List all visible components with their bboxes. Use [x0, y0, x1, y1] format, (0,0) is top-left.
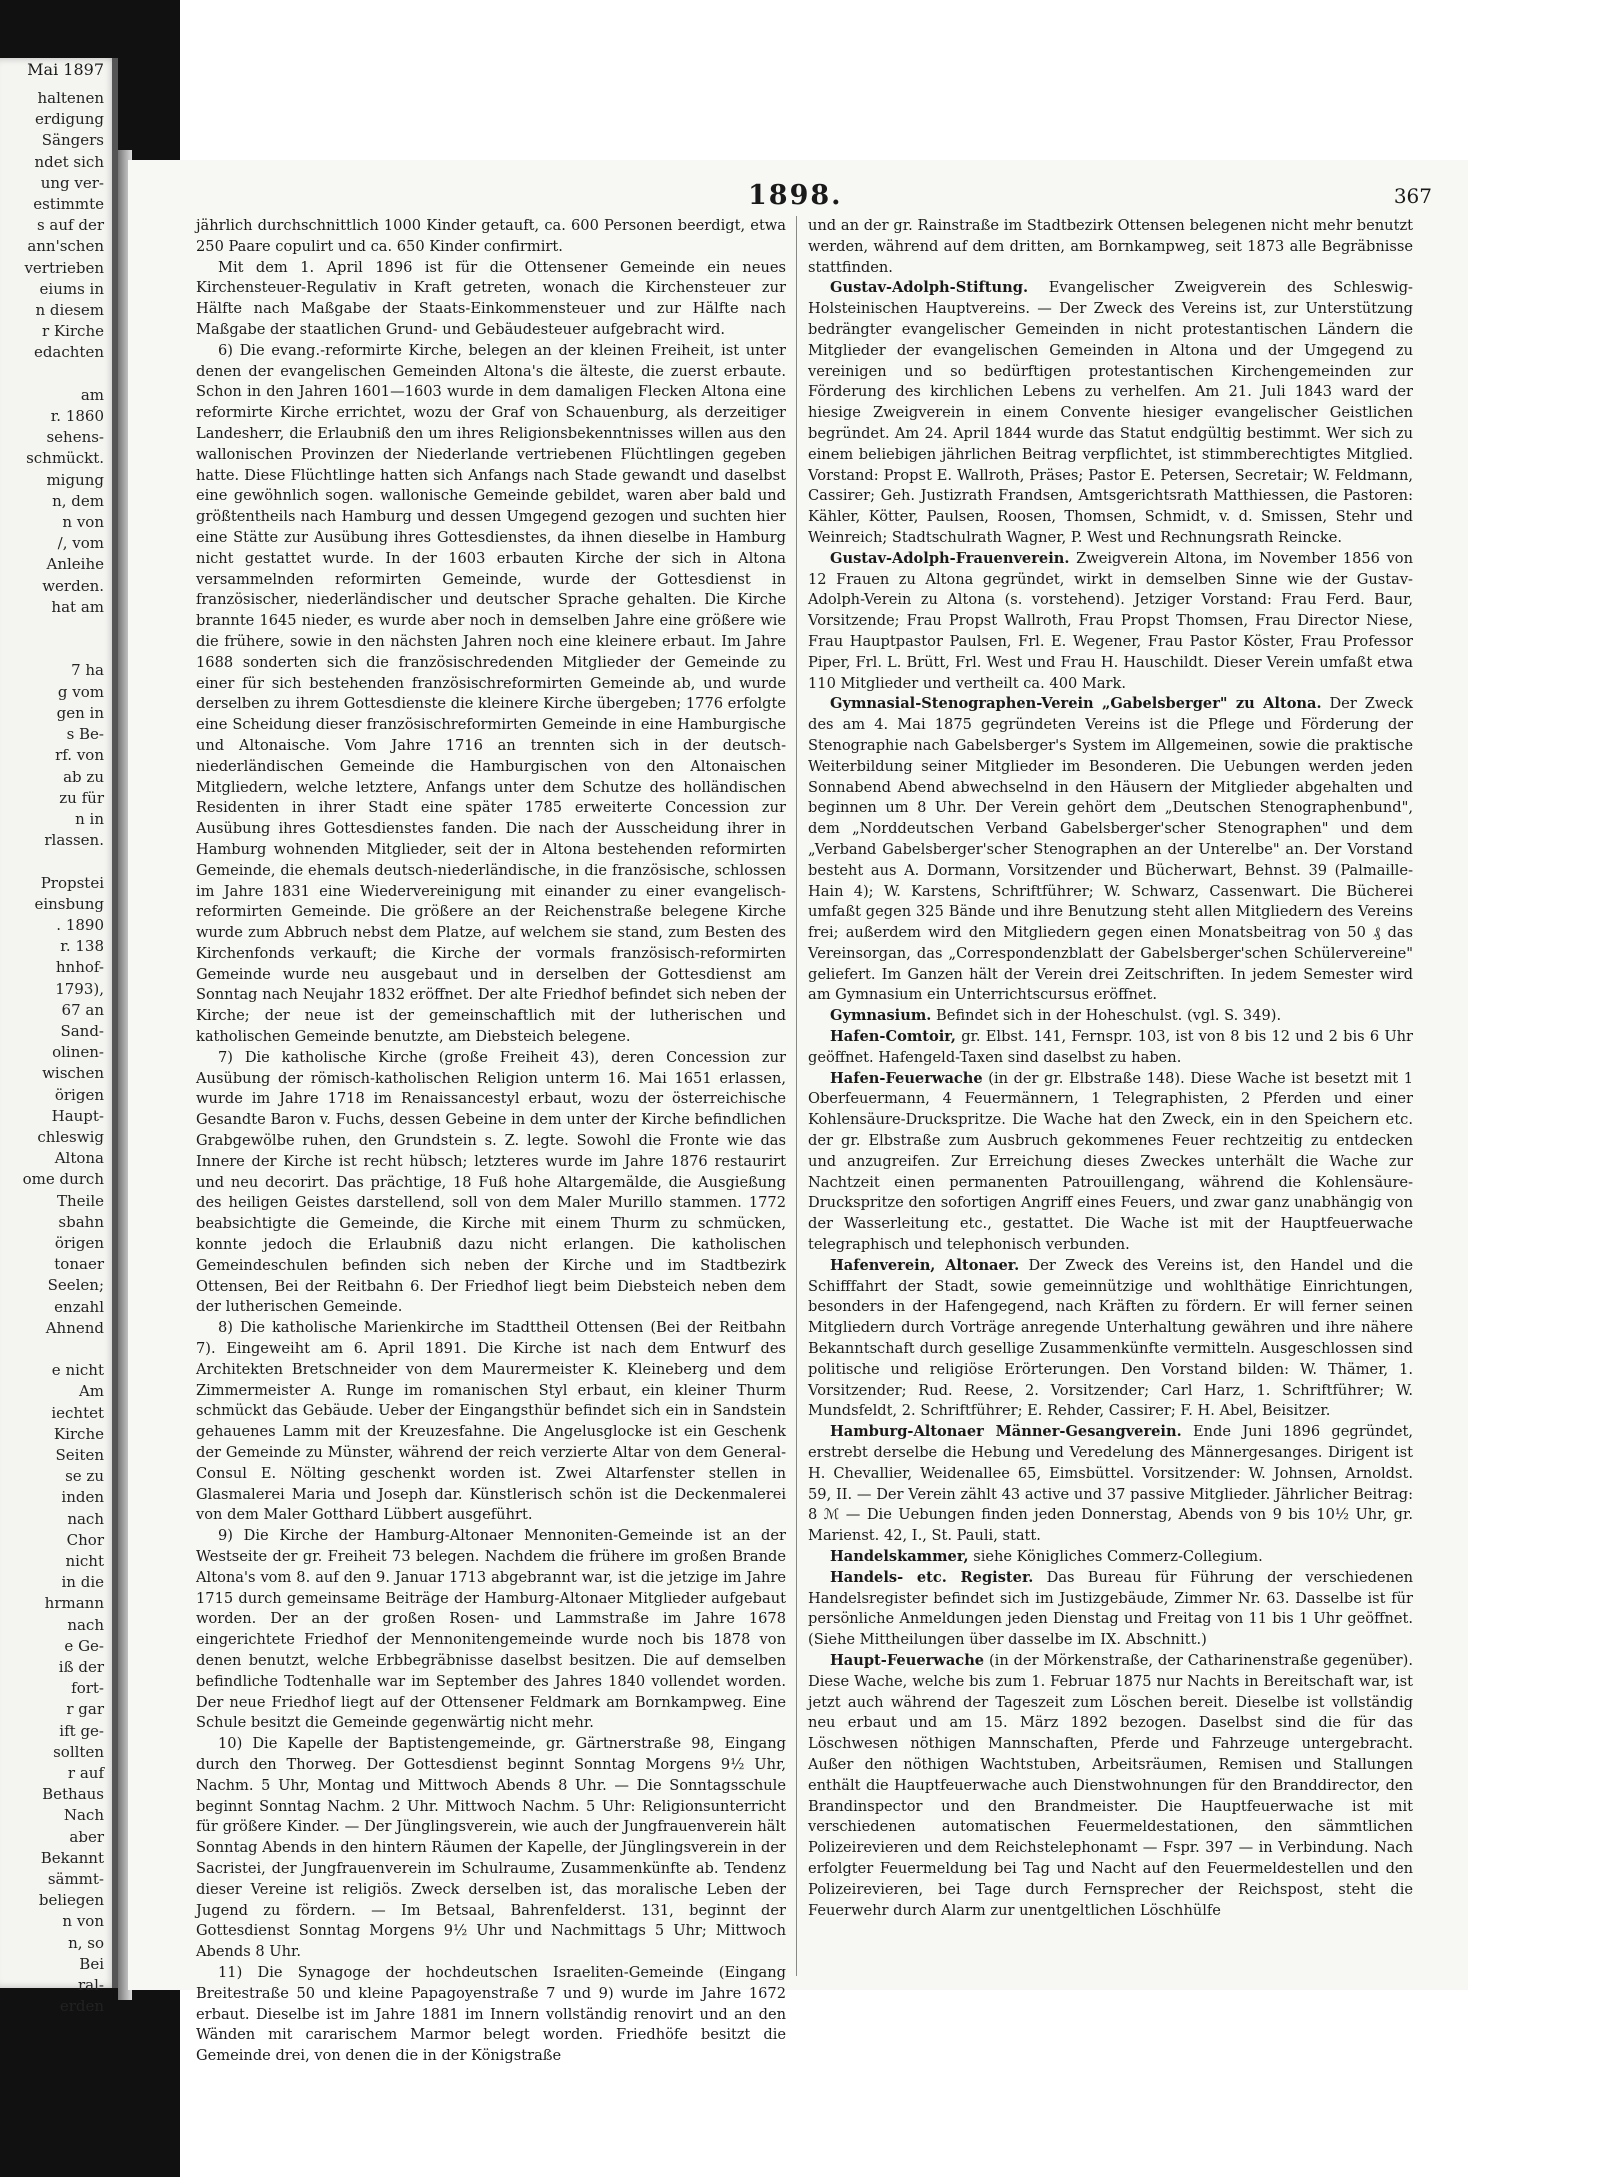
paragraph-text: 6) Die evang.-reformirte Kirche, belegen an der kleinen Freiheit, ist unter denen der evangelischen Gemeinden Altona's die älteste, die zuerst erbaute. Schon in den Jahren 1601—1603 wurde in dem damaligen Flecken Altona eine reformirte Kirche errichtet, wozu der Graf von Schauenburg, als derzeitiger Landesherr, die Erlaubniß den um ihres Religionsbekenntnisses willen aus den wallonischen Provinzen der Niederlande vertriebenen Flüchtlingen gegeben hatte. Diese Flüchtlinge hatten sich Anfangs nach Stade gewandt und daselbst eine gewöhnlich sogen. wallonische Gemeinde gebildet, waren aber bald und größtentheils nach Hamburg und dessen Umgegend gezogen und suchten hier eine Stätte zur Ausübung ihres Gottesdienstes, da ihnen dieselbe in Hamburg nicht gestattet wurde. In der 1603 erbauten Kirche der sich in Altona versammelnden reformirten Gemeinde, wurde der Gottesdienst in französischer, niederländischer und deutscher Sprache gehalten. Die Kirche brannte 1645 nieder, es wurde aber noch in demselben Jahre eine größere wie die frühere, sowie in den nächsten Jahren noch eine kleinere erbaut. Im Jahre 1688 sonderten sich die französischredenden Mitglieder der Gemeinde zu einer für sich bestehenden französischreformirten Gemeinde ab, und wurde derselben zu ihrem Gottesdienste die kleinere Kirche übergeben; 1776 erfolgte eine Scheidung dieser französischreformirten Gemeinde in eine Hamburgische und Altonaische. Vom Jahre 1716 an trennten sich in der deutsch-niederländischen Gemeinde die Hamburgischen von den Altonaischen Mitgliedern, welche letztere, Anfangs unter dem Schutze des holländischen Residenten in ihrer Stadt eine später 1785 erweiterte Concession zur Ausübung ihres Gottesdienstes fanden. Die nach der Ausscheidung ihrer in Hamburg wohnenden Mitglieder, seit der in Altona bestehenden reformirten Gemeinde, die ehemals deutsch-niederländische, in die französische, schlossen im Jahre 1831 eine Wiedervereinigung mit einander zu einer evangelisch-reformirten Gemeinde. Die größere an der Reichenstraße belegene Kirche wurde zum Abbruch nebst dem Platze, auf welchem sie stand, zum Besten des Kirchenfonds verkauft; die Kirche der vormals französisch-reformirten Gemeinde wurde neu ausgebaut und in derselben der Gottesdienst am Sonntag nach Neujahr 1832 eröffnet. Der alte Friedhof befindet sich neben der Kirche; der neue ist der gemeinschaftlich mit der lutherischen und katholischen Gemeinde benutzte, am Diebsteich belegene. [196, 341, 786, 1046]
paragraph-text: gr. Elbst. 141, Fernspr. 103, ist von 8 bis 12 und 2 bis 6 Uhr geöffnet. Hafengeld-Taxen sind daselbst zu haben. [808, 1028, 1413, 1066]
previous-page-line: . 1890 [56, 915, 104, 934]
previous-page-line: rlassen. [44, 831, 104, 850]
previous-page-line: r. 1860 [50, 407, 104, 426]
entry-heading: Hamburg-Altonaer Männer-Gesangverein. [830, 1423, 1182, 1441]
entry-heading: Gustav-Adolph-Stiftung. [830, 279, 1029, 297]
page-header [128, 180, 1468, 214]
previous-page-line: werden. [42, 576, 104, 595]
previous-page-line: chleswig [37, 1127, 104, 1146]
previous-page-line: n, dem [52, 491, 104, 510]
previous-page-line: r Kirche [41, 322, 104, 341]
previous-page-line [0, 851, 118, 872]
paragraph-text: 11) Die Synagoge der hochdeutschen Israeliten-Gemeinde (Eingang Breitestraße 50 und kleine Papagoyenstraße 7 und 9) wurde im Jahre 1672 erbaut. Dieselbe ist im Jahre 1881 im Innern vollständig renovirt und an den Wänden mit cararischem Marmor belegt worden. Friedhöfe besitzt die Gemeinde drei, von denen die in der Königstraße [196, 1963, 786, 2065]
paragraph [808, 1027, 1413, 1069]
previous-page-line: tonaer [54, 1255, 104, 1274]
paragraph-text: Zweigverein Altona, im November 1856 von 12 Frauen zu Altona gegründet, wirkt in demselben Sinne wie der Gustav-Adolph-Verein zu Altona (s. vorstehend). Jetziger Vorstand: Frau Ferd. Baur, Vorsitzende; Frau Propst Wallroth, Frau Propst Thomsen, Frau Director Niese, Frau Hauptpastor Paulsen, Frl. E. Wegener, Frau Pastor Köster, Frau Professor Piper, Frl. L. Brütt, Frl. West und Frau H. Hauschildt. Dieser Verein umfaßt etwa 110 Mitglieder und vertheilt ca. 400 Mark. [808, 549, 1413, 692]
entry-heading: Gustav-Adolph-Frauenverein. [830, 549, 1070, 567]
previous-page-line: aber [69, 1827, 104, 1846]
paragraph-text: jährlich durchschnittlich 1000 Kinder getauft, ca. 600 Personen beerdigt, etwa 250 Paare copulirt und ca. 650 Kinder confirmirt. [196, 217, 786, 255]
previous-page-line [0, 1339, 118, 1360]
paragraph [808, 216, 1413, 278]
paragraph [196, 1048, 786, 1318]
previous-page-line: fort- [71, 1679, 104, 1698]
previous-page-line: sollten [53, 1742, 104, 1761]
previous-page-line: örigen [54, 1085, 104, 1104]
previous-page-line: zu für [59, 788, 104, 807]
previous-page-line: Haupt- [51, 1106, 104, 1125]
right-column [808, 216, 1413, 1921]
previous-page-line: iß der [58, 1658, 104, 1677]
previous-page-line: Bei [79, 1954, 104, 1973]
previous-page-line: ung ver- [40, 173, 104, 192]
previous-page-line: s auf der [36, 216, 104, 235]
paragraph [196, 1734, 786, 1963]
previous-page-line: gen in [56, 703, 104, 722]
previous-page-line: migung [46, 470, 104, 489]
previous-page-line [0, 364, 118, 385]
previous-page-line: ome durch [22, 1170, 104, 1189]
entry-heading: Handelskammer, [830, 1548, 969, 1565]
previous-page-line: Altona [54, 1149, 104, 1168]
previous-page-line: se zu [65, 1467, 104, 1486]
previous-page-line: Sand- [60, 1021, 104, 1040]
paragraph-text: Ende Juni 1896 gegründet, erstrebt derselbe die Hebung und Veredelung des Männergesanges. Dirigent ist H. Chevallier, Weidenallee 65, Eimsbüttel. Vorsitzender: W. Johnsen, Arnoldst. 59, II. — Der Verein zählt 43 active und 37 passive Mitglieder. Jährlicher Beitrag: 8 ℳ — Die Uebungen finden jeden Donnerstag, Abends von 9 bis 10½ Uhr, gr. Marienst. 42, I., St. Pauli, statt. [808, 1423, 1414, 1545]
previous-page-line: Am [78, 1382, 104, 1401]
paragraph-text: (in der gr. Elbstraße 148). Diese Wache ist besetzt mit 1 Oberfeuermann, 4 Feuermännern, 1 Telegraphisten, 2 Pferden und einer Kohlensäure-Druckspritze. Die Wache hat den Zweck, ein in den Speichern etc. der gr. Elbstraße zum Ausbruch gekommenes Feuer rechtzeitig zu entdecken und anzugreifen. Zur Erreichung dieses Zweckes unterhält die Wache zur Nachtzeit einen permanenten Patrouillengang, während die Kohlensäure-Druckspritze den sofortigen Angriff eines Feuers, und zwar ganz unabhängig von der Wasserleitung etc., gestattet. Die Wache ist mit der Hauptfeuerwache telegraphisch und telephonisch verbunden. [808, 1069, 1413, 1254]
paragraph-text: 7) Die katholische Kirche (große Freiheit 43), deren Concession zur Ausübung der römisch-katholischen Religion unterm 16. Mai 1651 erlassen, wurde im Jahre 1718 im Renaissancestyl erbaut, wozu der österreichische Gesandte Baron v. Fuchs, dessen Gebeine in dem unter der Kirche befindlichen Grabgewölbe ruhen, den Grundstein s. Z. legte. Sowohl die Fronte wie das Innere der Kirche ist recht hübsch; letzteres wurde im Jahre 1876 restaurirt und neu decorirt. Das prächtige, 18 Fuß hohe Altargemälde, die Ausgießung des heiligen Geistes darstellend, soll von dem Maler Murillo stammen. 1772 beabsichtigte die Gemeinde, die Kirche mit einem Thurm zu schmücken, konnte jedoch die Erlaubniß dazu nicht erlangen. Die katholischen Gemeindeschulen befinden sich neben der Kirche und im Stadtbezirk Ottensen, Bei der Reitbahn 6. Der Friedhof liegt beim Diebsteich neben dem der lutherischen Gemeinde. [196, 1048, 786, 1316]
page-number: 367 [1393, 184, 1432, 208]
previous-page-line: Theile [56, 1191, 104, 1210]
previous-page-line: olinen- [52, 1043, 104, 1062]
previous-page-line: e nicht [51, 1361, 104, 1380]
entry-heading: Haupt-Feuerwache [830, 1651, 985, 1669]
paragraph [808, 1006, 1413, 1027]
left-column [196, 216, 786, 2067]
previous-page-line: Seiten [55, 1446, 104, 1464]
previous-page-line: Bekannt [40, 1848, 104, 1867]
previous-page-line: ral- [78, 1976, 104, 1995]
paragraph [808, 1069, 1413, 1256]
previous-page-line: estimmte [33, 195, 104, 214]
previous-page-line: r. 138 [60, 937, 104, 956]
previous-page-line: hat am [51, 597, 104, 616]
paragraph-text: siehe Königliches Commerz-Collegium. [968, 1548, 1263, 1565]
previous-page-line: r gar [66, 1700, 104, 1719]
previous-page-line: 7 ha [71, 661, 104, 680]
entry-heading: Gymnasium. [830, 1007, 932, 1025]
paragraph [196, 1963, 786, 2067]
paragraph-text: und an der gr. Rainstraße im Stadtbezirk Ottensen belegenen nicht mehr benutzt werden, während auf dem dritten, am Bornkampweg, seit 1873 alle Begräbnisse stattfinden. [808, 217, 1413, 276]
paragraph [196, 1526, 786, 1734]
previous-page-line: eiums in [39, 279, 104, 298]
previous-page-line: 1793), [55, 979, 104, 998]
previous-page-line: einsbung [34, 894, 104, 913]
previous-page-lines [0, 88, 118, 2017]
previous-page-line: wischen [42, 1064, 104, 1083]
previous-page-line: haltenen [37, 89, 104, 107]
paragraph [808, 549, 1413, 695]
paragraph-text: Evangelischer Zweigverein des Schleswig-Holsteinischen Hauptvereins. — Der Zweck des Vereins ist, zur Unterstützung bedrängter evangelischer Gemeinden in nicht protestantischen Ländern die Mitglieder der evangelischen Gemeinden in Altona und der Umgegend zu vereinigen und so bedürftigen protestantischen Kirchengemeinden zur Förderung des kirchlichen Lebens zu verhelfen. Am 21. Juli 1843 ward der hiesige Zweigverein in einem Convente hiesiger evangelischer Geistlichen begründet. Am 24. April 1844 wurde das Statut endgültig bestimmt. Wer sich zu einem beliebigen jährlichen Beitrag verpflichtet, ist stimmberechtigtes Mitglied. Vorstand: Propst E. Wallroth, Präses; Pastor E. Petersen, Secretair; W. Feldmann, Cassirer; Geh. Justizrath Frandsen, Amtsgerichtsrath Matthiessen, die Pastoren: Kähler, Kötter, Paulsen, Roosen, Thomsen, Schmidt, v. d. Smissen, Stehr und Weinreich; Stadtschulrath Wagner, P. West und Rechnungsrath Reincke. [808, 279, 1413, 546]
previous-page-line: Chor [66, 1530, 104, 1549]
previous-page-line: vertrieben [24, 258, 104, 277]
previous-page-line: Seelen; [47, 1276, 104, 1295]
previous-page-line: nach [67, 1509, 104, 1528]
previous-page-line: enzahl [54, 1297, 104, 1316]
previous-page-line: inden [61, 1488, 104, 1507]
previous-page-line: s Be- [66, 725, 104, 744]
previous-page-line: /, vom [57, 534, 104, 553]
entry-heading: Hafenverein, Altonaer. [830, 1256, 1020, 1274]
previous-page-line: e Ge- [64, 1636, 104, 1655]
paragraph [196, 1318, 786, 1526]
previous-page-line: g vom [57, 682, 104, 701]
paragraph [808, 1568, 1413, 1651]
paragraph-text: 9) Die Kirche der Hamburg-Altonaer Mennoniten-Gemeinde ist an der Westseite der gr. Freiheit 73 belegen. Nachdem die frühere im großen Brande Altona's vom 8. auf den 9. Januar 1713 abgebrannt war, ist die jetzige im Jahre 1715 durch gemeinsame Beiträge der Hamburg-Altonaer Mitglieder aufgebaut worden. Der an der großen Rosen- und Lammstraße im Jahre 1678 eingerichtete Friedhof der Mennonitengemeinde wurde noch bis 1878 von denen benutzt, welche Erbbegräbnisse daselbst besitzen. Die auf demselben befindliche Todtenhalle war im September des Jahres 1840 vollendet worden. Der neue Friedhof liegt auf der Ottensener Feldmark am Bornkampweg. Eine Schule besitzt die Gemeinde gegenwärtig nicht mehr. [196, 1527, 786, 1732]
paragraph-text: Das Bureau für Führung der verschiedenen Handelsregister befindet sich im Justizgebäude, Zimmer Nr. 63. Dasselbe ist für persönliche Anmeldungen jeden Dienstag und Freitag von 11 bis 1 Uhr geöffnet. (Siehe Mittheilungen über dasselbe im IX. Abschnitt.) [808, 1568, 1413, 1649]
previous-page-line [0, 618, 118, 639]
previous-page-line: hrmann [44, 1594, 104, 1613]
entry-heading: Hafen-Comtoir, [830, 1028, 956, 1046]
paragraph [808, 278, 1413, 548]
entry-heading: Gymnasial-Stenographen-Verein „Gabelsberger" zu Altona. [830, 695, 1322, 713]
previous-page-line: sämmt- [47, 1870, 104, 1889]
previous-page-line: hnhof- [55, 958, 104, 977]
previous-page-line: nicht [65, 1552, 104, 1571]
previous-page-line: erden [59, 1997, 104, 2016]
previous-page-line: r auf [67, 1764, 104, 1783]
paragraph-text: Mit dem 1. April 1896 ist für die Ottensener Gemeinde ein neues Kirchensteuer-Regulativ in Kraft getreten, wonach die Kirchensteuer zur Hälfte nach Maßgabe der Staats-Einkommensteuer und zur Hälfte nach Maßgabe der staatlichen Grund- und Gebäudesteuer aufgebracht wird. [196, 258, 786, 338]
column-divider [796, 216, 797, 1976]
previous-page-line: ndet sich [34, 152, 104, 171]
previous-page-line: ann'schen [27, 237, 104, 256]
previous-page-line: erdigung [35, 110, 104, 129]
previous-page-line: ab zu [63, 767, 104, 786]
paragraph-text: 8) Die katholische Marienkirche im Stadttheil Ottensen (Bei der Reitbahn 7). Eingeweiht am 6. April 1891. Die Kirche ist nach dem Entwurf des Architekten Bretschneider von dem Maurermeister K. Kleineberg und dem Zimmermeister A. Runge im romanischen Styl erbaut, ein kleiner Thurm schmückt das Gebäude. Ueber der Eingangsthür befindet sich ein in Sandstein gehauenes Lamm mit der Kreuzesfahne. Die Angelusglocke ist ein Geschenk der Gemeinde zu Münster, während der reich verzierte Altar von dem General-Consul E. Nölting geschenkt worden ist. Zwei Altarfenster stellen in Glasmalerei Maria und Joseph dar. Künstlerisch schön ist die Deckenmalerei von dem Maler Gotthard Lübbert ausgeführt. [196, 1319, 786, 1524]
paragraph-text: (in der Mörkenstraße, der Catharinenstraße gegenüber). Diese Wache, welche bis zum 1. Februar 1875 nur Nachts in Bereitschaft war, ist jetzt auch während der Tageszeit zum Löschen bereit. Dieselbe ist vollständig neu erbaut und am 15. März 1892 bezogen. Daselbst sind die für das Löschwesen nöthigen Mannschaften, Pferde und Fahrzeuge untergebracht. Außer den nöthigen Wachtstuben, Arbeitsräumen, Remisen und Stallungen enthält die Hauptfeuerwache auch Dienstwohnungen für den Branddirector, den Brandinspector und den Brandmeister. Die Hauptfeuerwache ist mit verschiedenen automatischen Feuermeldestationen, den sämmtlichen Polizeirevieren und dem Reichstelephonamt — Fspr. 397 — in Verbindung. Nach erfolgter Feuermeldung bei Tag und Nacht auf den Feuermeldestellen und den Polizeirevieren, bei Tage durch Fernsprecher der Reichspost, steht die Feuerwehr durch Alarm zur unentgeltlichen Löschhülfe [808, 1651, 1413, 1919]
previous-page-line: n diesem [35, 301, 104, 320]
entry-heading: Hafen-Feuerwache [830, 1069, 983, 1087]
previous-page-line: am [80, 385, 104, 404]
paragraph-text: Befindet sich in der Hoheschulst. (vgl. S. 349). [931, 1007, 1282, 1025]
previous-page-line: rf. von [55, 746, 104, 765]
previous-page-line: n in [75, 809, 104, 828]
paragraph [808, 1547, 1413, 1568]
paragraph [808, 1651, 1413, 1921]
previous-page-line: Ahnend [45, 1318, 104, 1337]
previous-page-line: iechtet [51, 1403, 104, 1422]
previous-page-line: n, so [68, 1933, 104, 1952]
previous-page-line: Propstei [40, 873, 104, 892]
previous-page-line: 67 an [61, 1000, 104, 1019]
previous-page-line: sehens- [46, 428, 104, 447]
previous-page-line: n von [62, 513, 104, 532]
paragraph [196, 216, 786, 258]
previous-page-line: beliegen [38, 1891, 104, 1910]
previous-page-line: edachten [33, 343, 104, 362]
paragraph [196, 258, 786, 341]
previous-page-line: sbahn [58, 1212, 104, 1231]
previous-page-line [0, 639, 118, 660]
previous-page-line: ift ge- [59, 1721, 104, 1740]
paragraph [196, 341, 786, 1048]
previous-page-line: Nach [63, 1806, 104, 1825]
previous-page-line: örigen [54, 1233, 104, 1252]
previous-page-line: nach [67, 1615, 104, 1634]
paragraph-text: Der Zweck des Vereins ist, den Handel und die Schifffahrt der Stadt, sowie gemeinnützige und wohlthätige Einrichtungen, besonders in der Hafengegend, nach Kräften zu fördern. Er will ferner seinen Mitgliedern durch Vorträge anregende Unterhaltung gewähren und ihre nähere Bekanntschaft durch gesellige Zusammenkünfte vermitteln. Ausgeschlossen sind politische und religiöse Erörterungen. Den Vorstand bilden: W. Thämer, 1. Vorsitzender; Rud. Reese, 2. Vorsitzender; Carl Harz, 1. Schriftführer; W. Mundsfeldt, 2. Schriftführer; E. Rehder, Cassirer; F. H. Abel, Beisitzer. [808, 1256, 1413, 1420]
previous-page-header: Mai 1897 [27, 60, 104, 79]
previous-page-line: schmückt. [26, 449, 104, 468]
previous-page-line: Anleihe [46, 555, 104, 574]
previous-page-line: Sängers [41, 131, 104, 150]
previous-page-line: Bethaus [42, 1785, 104, 1804]
entry-heading: Handels- etc. Register. [830, 1568, 1034, 1586]
paragraph [808, 694, 1413, 1006]
previous-page-line: n von [62, 1912, 104, 1931]
paragraph [808, 1422, 1413, 1547]
page-year: 1898. [748, 180, 843, 211]
paragraph-text: 10) Die Kapelle der Baptistengemeinde, gr. Gärtnerstraße 98, Eingang durch den Thorweg. Der Gottesdienst beginnt Sonntag Morgens 9½ Uhr, Nachm. 5 Uhr, Montag und Mittwoch Abends 8 Uhr. — Die Sonntagsschule beginnt Sonntag Nachm. 2 Uhr. Mittwoch Nachm. 5 Uhr: Religionsunterricht für größere Kinder. — Der Jünglingsverein, wie auch der Jungfrauenverein hält Sonntag Abends in den hintern Räumen der Kapelle, der Jünglingsverein in der Sacristei, der Jungfrauenverein im Schulraume, Zusammenkünfte ab. Tendenz dieser Vereine ist religiös. Zweck derselben ist, das moralische Leben der Jugend zu fördern. — Im Betsaal, Bahrenfelderst. 131, beginnt der Gottesdienst Sonntag Morgens 9½ Uhr und Nachmittags 5 Uhr; Mittwoch Abends 8 Uhr. [196, 1735, 786, 1961]
previous-page-fragment [0, 58, 118, 2016]
page [128, 160, 1468, 2065]
previous-page-line: in die [61, 1573, 104, 1592]
previous-page-line: Kirche [53, 1424, 104, 1443]
paragraph [808, 1256, 1413, 1422]
paragraph-text: Der Zweck des am 4. Mai 1875 gegründeten Vereins ist die Pflege und Förderung der Stenographie nach Gabelsberger's System im Allgemeinen, sowie die praktische Weiterbildung seiner Mitglieder im Besonderen. Die Uebungen werden jeden Sonnabend Abend abwechselnd in den Häusern der Mitglieder abgehalten und beginnen um 8 Uhr. Der Verein gehört dem „Deutschen Stenographenbund", dem „Norddeutschen Verband Gabelsberger'scher Stenographen" und dem „Verband Gabelsberger'scher Stenographen an der Unterelbe" an. Der Vorstand besteht aus A. Dormann, Vorsitzender und Bücherwart, Behnst. 39 (Palmaille-Hain 4); W. Karstens, Schriftführer; W. Schwarz, Cassenwart. Die Bücherei umfaßt gegen 325 Bände und ihre Benutzung steht allen Mitgliedern des Vereins frei; außerdem wird den Mitgliedern gegen einen Monatsbeitrag von 50 ₰ das Vereinsorgan, das „Correspondenzblatt der Gabelsberger'schen Schülervereine" geliefert. Im Ganzen hält der Verein drei Zeitschriften. In jedem Semester wird am Gymnasium ein Unterrichtscursus eröffnet. [808, 695, 1413, 1004]
